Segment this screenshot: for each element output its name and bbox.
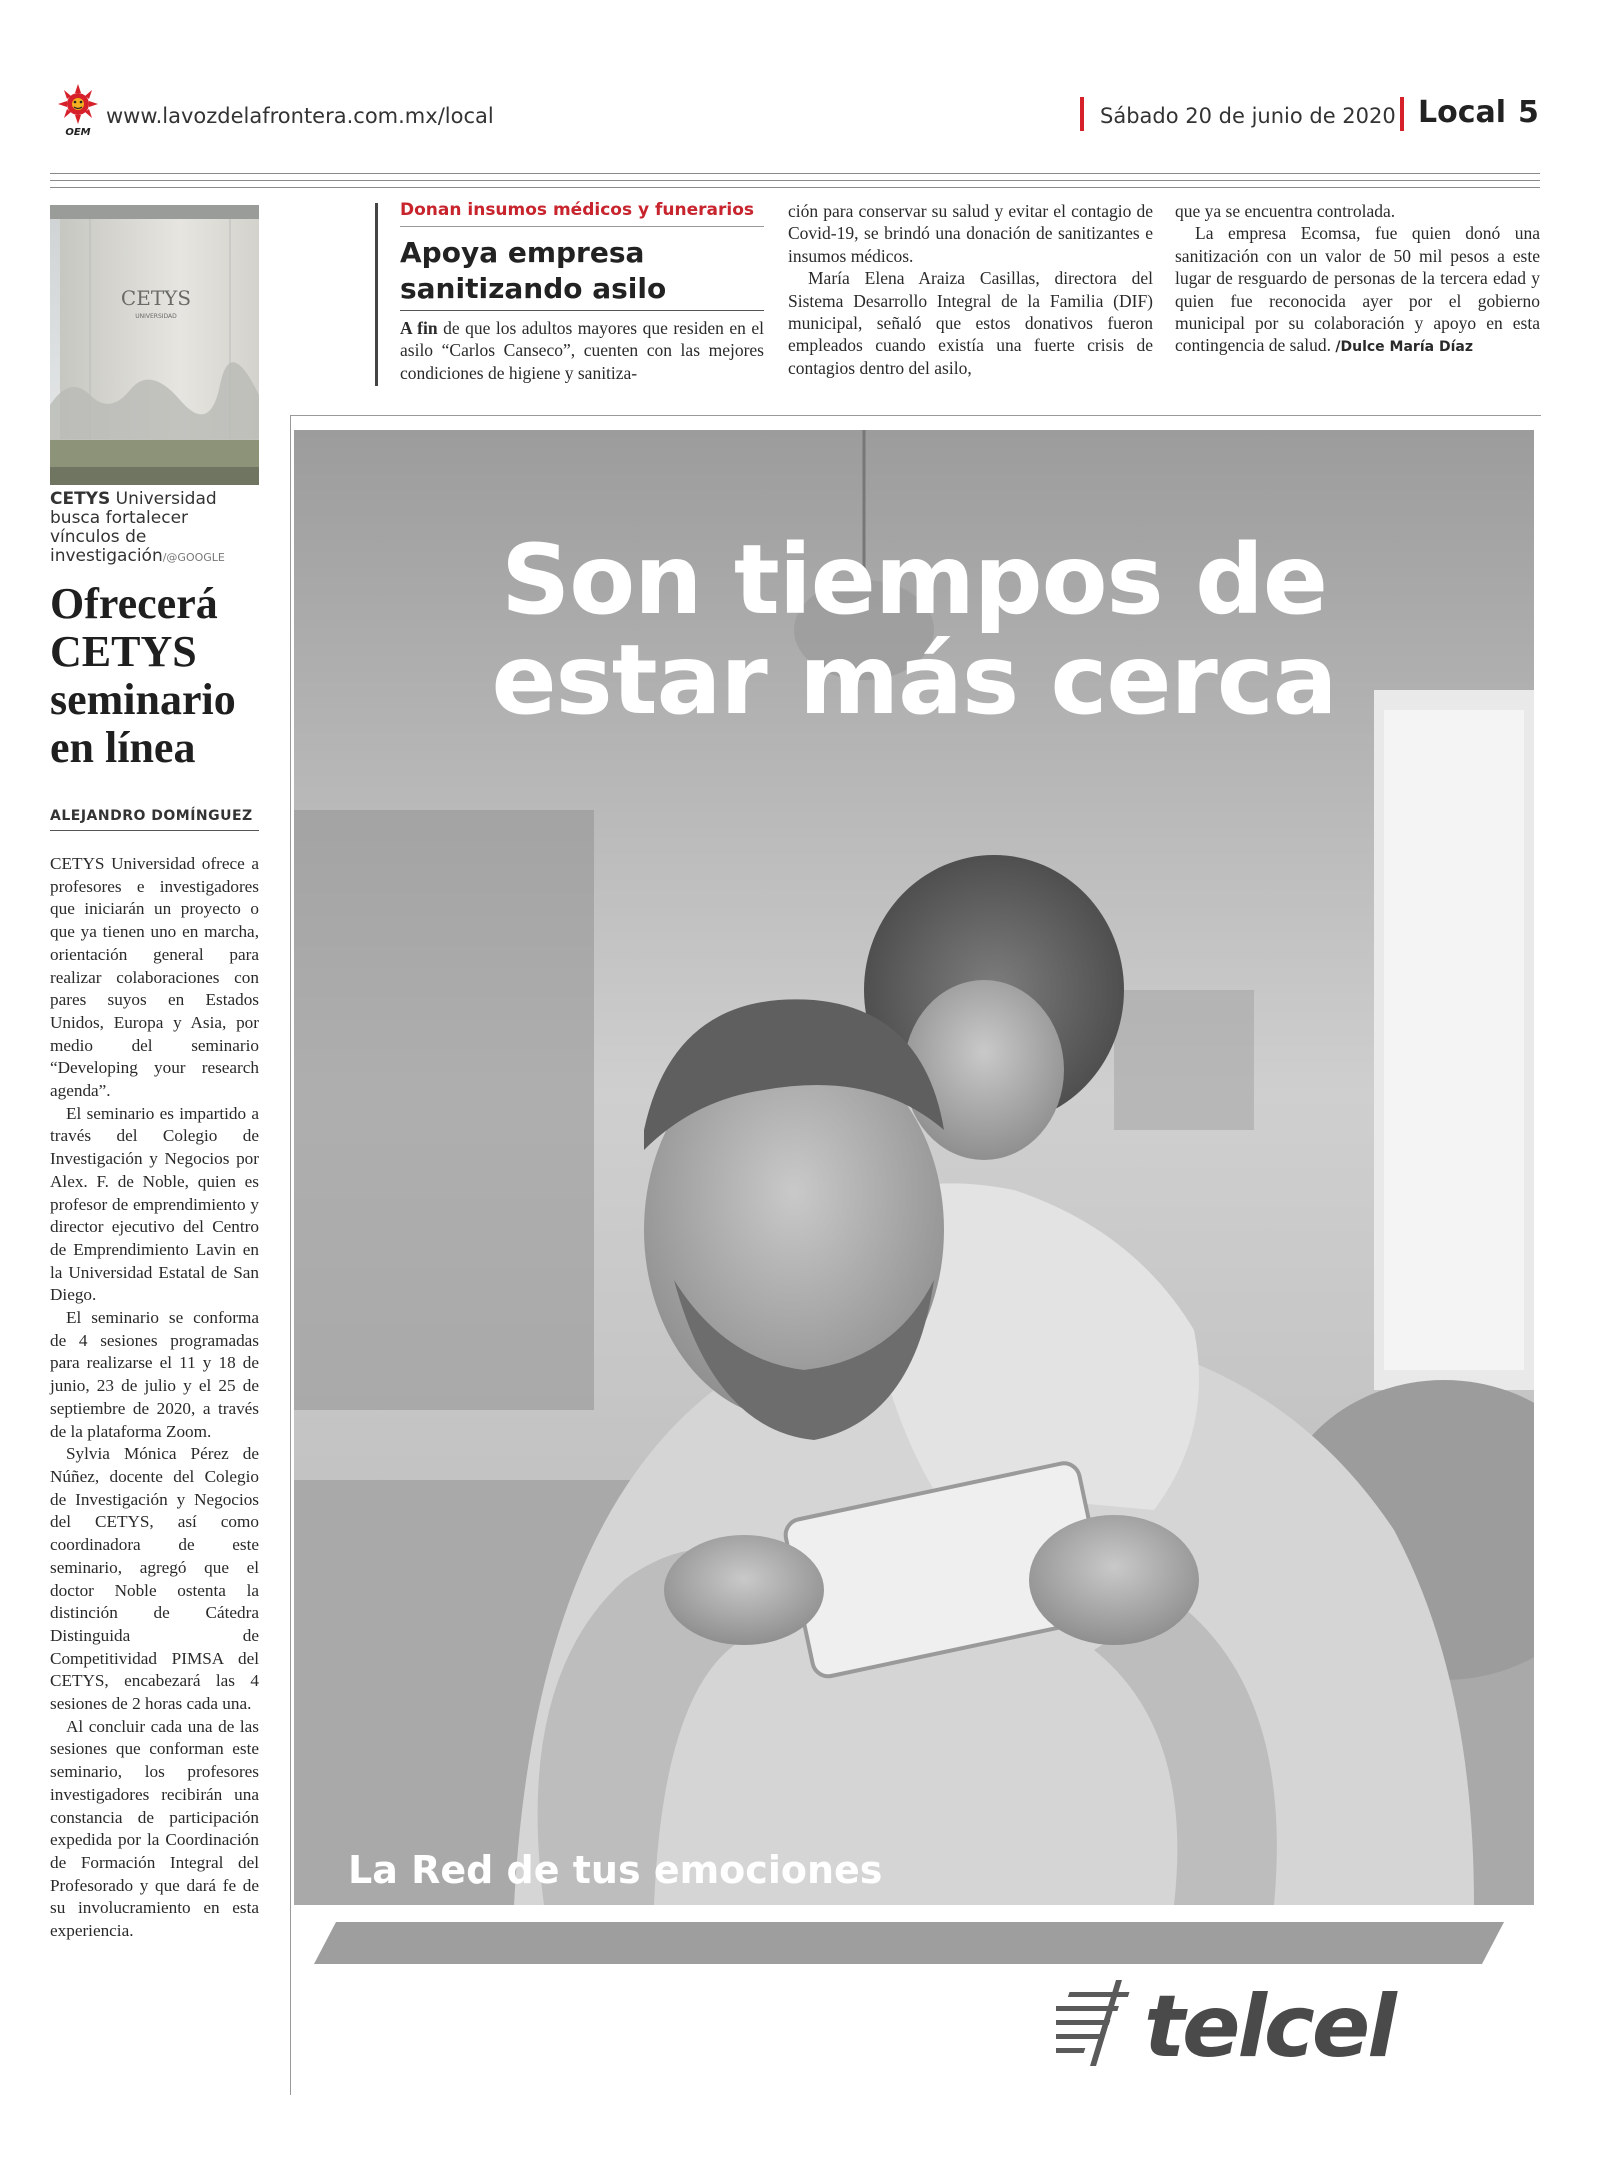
header-rule bbox=[50, 173, 1540, 174]
article-kicker: Donan insumos médicos y funerarios bbox=[400, 200, 754, 220]
column-paragraph: que ya se encuentra controlada. bbox=[1175, 201, 1396, 221]
article-byline: ALEJANDRO DOMÍNGUEZ bbox=[50, 808, 253, 824]
top-article-headline: Apoya empresa sanitizando asilo bbox=[400, 236, 667, 305]
top-article-column-2 bbox=[788, 200, 1153, 379]
column-paragraph: María Elena Araiza Casillas, directora del Sistema Desarrollo Integral de la Familia (DIF) municipal, señaló que estos donativos fueron empleados cuando existía una fuerte crisis de contagios dentro del asilo, bbox=[788, 268, 1153, 378]
lead-in: A fin bbox=[400, 318, 438, 338]
ad-headline-line: Son tiempos de bbox=[501, 524, 1327, 636]
header-divider bbox=[1400, 97, 1404, 131]
section-name: Local bbox=[1418, 95, 1507, 130]
ad-border bbox=[290, 415, 291, 2095]
page-number: 5 bbox=[1518, 95, 1539, 130]
photo-caption bbox=[50, 490, 260, 567]
telcel-logo-icon bbox=[1056, 1972, 1436, 2072]
ad-border bbox=[290, 415, 1541, 416]
page-header bbox=[0, 0, 1601, 190]
issue-date: Sábado 20 de junio de 2020 bbox=[1100, 104, 1396, 128]
photo-credit: /@GOOGLE bbox=[162, 551, 225, 564]
article-paragraph: El seminario se conforma de 4 sesiones programadas para realizarse el 11 y 18 de junio, 23 de julio y el 25 de septiembre de 2020, a través de la plataforma Zoom. bbox=[50, 1308, 259, 1441]
brand-name: telcel bbox=[1144, 1977, 1394, 2072]
logo-text: OEM bbox=[65, 127, 91, 138]
article-body bbox=[50, 853, 259, 1943]
article-paragraph: El seminario es impartido a través del Colegio de Investigación y Negocios por Alex. F. de Noble, quien es profesor de emprendimiento y director ejecutivo del Centro de Emprendimiento Lavin en la Universidad Estatal de San Diego. bbox=[50, 1103, 259, 1305]
header-divider bbox=[1080, 97, 1084, 131]
building-sign-sub: UNIVERSIDAD bbox=[135, 313, 177, 320]
column-paragraph: La empresa Ecomsa, fue quien donó una sanitización con un valor de 50 mil pesos a este lugar de resguardo de personas de la tercera edad y quien fue reconocida ayer por el gobierno municipal por su colaboración y apoyo en esta contingencia de salud. bbox=[1175, 223, 1540, 356]
site-url[interactable]: www.lavozdelafrontera.com.mx/local bbox=[106, 104, 494, 128]
ad-slogan: La Red de tus emociones bbox=[348, 1848, 883, 1892]
newspaper-logo-icon bbox=[50, 82, 106, 138]
article-paragraph: CETYS Universidad ofrece a profesores e investigadores que iniciarán un proyecto o que ya tienen uno en marcha, orientación general para realizar colaboraciones con pares suyos en Estados Unidos, Europa y Asia, por medio del seminario “Developing your research agenda”. bbox=[50, 854, 259, 1101]
building-sign: CETYS bbox=[120, 286, 192, 310]
caption-text: Universidad busca fortalecer vínculos de investigación bbox=[50, 489, 217, 566]
header-rule bbox=[50, 180, 1540, 181]
top-article-column-3 bbox=[1175, 200, 1540, 359]
top-article-byline: /Dulce María Díaz bbox=[1335, 339, 1473, 356]
article-paragraph: Al concluir cada una de las sesiones que conforman este seminario, los profesores investigadores recibirán una constancia de participación expedida por la Coordinación de Formación Integral del Profesorado y que dará fe de su involucramiento en esta experiencia. bbox=[50, 1716, 259, 1941]
article-accent-rule bbox=[375, 203, 378, 386]
ad-headline bbox=[294, 524, 1534, 736]
headline-rule bbox=[400, 310, 764, 311]
top-article-column-1 bbox=[400, 317, 764, 384]
column-text: de que los adultos mayores que residen en el asilo “Carlos Canseco”, cuenten con las mejores condiciones de higiene y sanitiza- bbox=[400, 318, 764, 383]
kicker-rule bbox=[400, 226, 764, 227]
column-paragraph: ción para conservar su salud y evitar el contagio de Covid-19, se brindó una donación de sanitizantes e insumos médicos. bbox=[788, 201, 1153, 266]
byline-rule bbox=[50, 830, 259, 831]
caption-bold: CETYS bbox=[50, 489, 111, 509]
article-paragraph: Sylvia Mónica Pérez de Núñez, docente del Colegio de Investigación y Negocios del CETYS, así como coordinadora de este seminario, agregó que el doctor Noble ostenta la distinción de Cátedra Distinguida de Competitividad PIMSA del CETYS, encabezará las 4 sesiones de 2 horas cada una. bbox=[50, 1444, 259, 1714]
cetys-building-photo bbox=[50, 205, 259, 485]
article-headline: Ofrecerá CETYS seminario en línea bbox=[50, 579, 236, 772]
ad-decorative-band bbox=[314, 1922, 1504, 1964]
header-rule bbox=[50, 187, 1540, 188]
ad-headline-line: estar más cerca bbox=[491, 624, 1337, 736]
